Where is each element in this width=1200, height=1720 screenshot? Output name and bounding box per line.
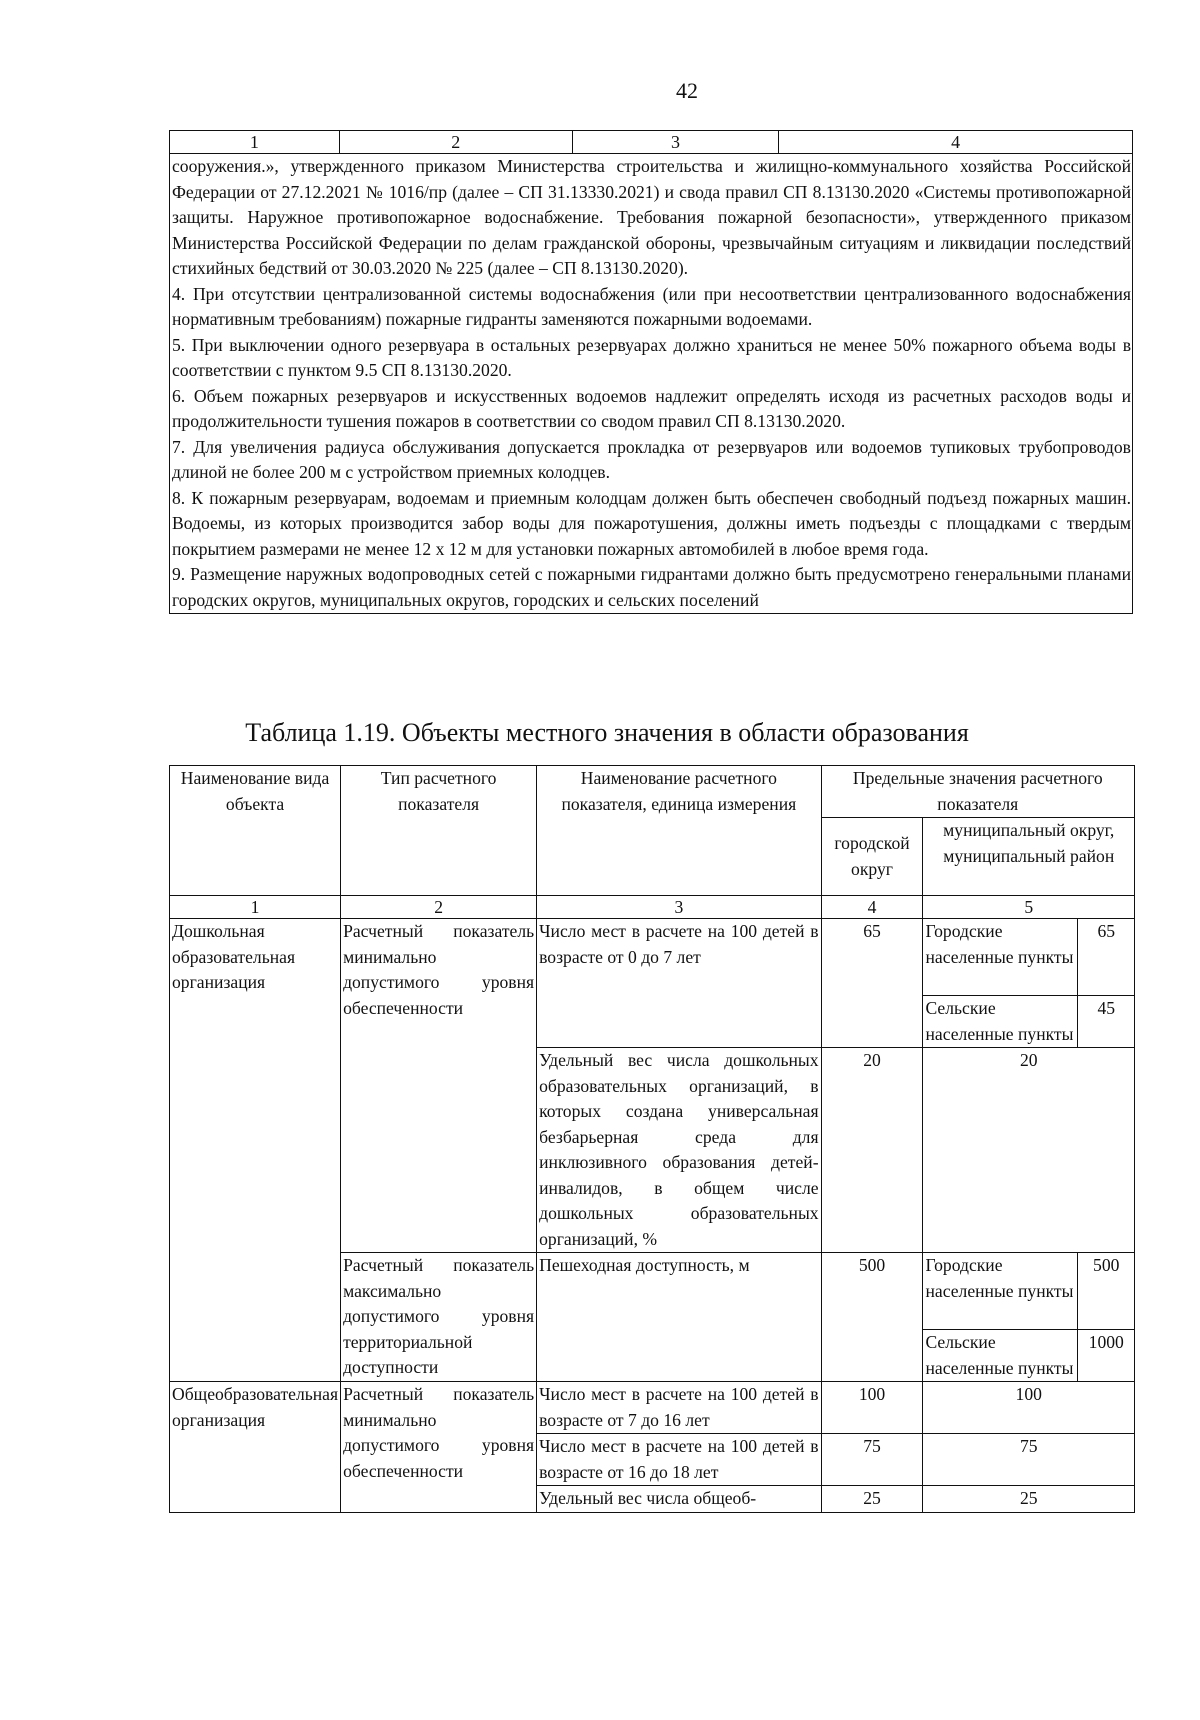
- value-municipal: 20: [923, 1048, 1135, 1253]
- paragraph-continuation: сооружения.», утвержденного приказом Министерства строительства и жилищно-коммунального хозяйства Российской Федерации от 27.12.2021 № 1016/пр (далее – СП 31.13330.2021) и свода правил СП 8.13130.2020 «Системы противопожарной защиты. Наружное противопожарное водоснабжение. Требования пожарной безопасности», утвержденного приказом Министерства Российской Федерации по делам гражданской обороны, чрезвычайным ситуациям и ликвидации последствий стихийных бедствий от 30.03.2020 № 225 (далее – СП 8.13130.2020).: [172, 156, 1131, 278]
- paragraph-cell: [170, 333, 1133, 384]
- fire-requirements-table: [169, 130, 1133, 614]
- settlement-urban: Городские населенные пункты: [923, 919, 1078, 996]
- indicator-type-max: Расчетный показатель максимально допустимого уровня территориальной доступности: [341, 1253, 537, 1382]
- col-number-2: 2: [339, 131, 572, 154]
- settlement-rural: Сельские населенные пункты: [923, 1330, 1078, 1382]
- value-rural: 1000: [1078, 1330, 1134, 1382]
- value-municipal: [923, 1253, 1135, 1382]
- settlement-urban: Городские населенные пункты: [923, 1253, 1078, 1330]
- header-municipal-district: муниципальный округ, муниципальный район: [923, 818, 1135, 896]
- col-number-4: 4: [779, 131, 1133, 154]
- header-limit-values: Предельные значения расчетного показателя: [821, 766, 1134, 818]
- paragraph-item-6: 6. Объем пожарных резервуаров и искусственных водоемов надлежит определять исходя из расчетных расходов воды и продолжительности тушения пожаров в соответствии со сводом правил СП 8.13130.2020.: [172, 385, 1131, 431]
- paragraph-item-9: 9. Размещение наружных водопроводных сетей с пожарными гидрантами должно быть предусмотрено генеральными планами городских округов, муниципальных округов, городских и сельских поселений: [172, 564, 1131, 610]
- indicator-name: Удельный вес числа общеоб-: [537, 1486, 821, 1513]
- value-city: 75: [821, 1434, 923, 1486]
- paragraph-item-5: 5. При выключении одного резервуара в остальных резервуарах должно храниться не менее 50% пожарного объема воды в соответствии с пунктом 9.5 СП 8.13130.2020.: [172, 334, 1131, 380]
- table-row: [170, 919, 1135, 1048]
- paragraph-cell: [170, 154, 1133, 282]
- indicator-name: Число мест в расчете на 100 детей в возрасте от 0 до 7 лет: [537, 919, 821, 1048]
- indicator-name: Число мест в расчете на 100 детей в возрасте от 7 до 16 лет: [537, 1382, 821, 1434]
- header-object-type: Наименование вида объекта: [170, 766, 341, 896]
- column-number-row: [170, 131, 1133, 154]
- indicator-name: Удельный вес числа дошкольных образовательных организаций, в которых создана универсальная безбарьерная среда для инклюзивного образования детей-инвалидов, в общем числе дошкольных образовательных организаций, %: [537, 1048, 821, 1253]
- indicator-name: Пешеходная доступность, м: [537, 1253, 821, 1382]
- col-number-1: 1: [170, 896, 341, 919]
- value-municipal: [923, 919, 1135, 1048]
- table-row: [170, 1382, 1135, 1434]
- table-caption: Таблица 1.19. Объекты местного значения в области образования: [245, 718, 969, 747]
- header-city-district: городской округ: [821, 818, 923, 896]
- paragraph-cell: [170, 562, 1133, 614]
- col-number-4: 4: [821, 896, 923, 919]
- indicator-name: Число мест в расчете на 100 детей в возрасте от 16 до 18 лет: [537, 1434, 821, 1486]
- object-general-education: Общеобразовательная организация: [170, 1382, 341, 1513]
- col-number-3: 3: [572, 131, 779, 154]
- col-number-2: 2: [341, 896, 537, 919]
- education-objects-table: [169, 765, 1135, 1513]
- value-rural: 45: [1078, 996, 1134, 1048]
- settlement-rural: Сельские населенные пункты: [923, 996, 1078, 1048]
- col-number-5: 5: [923, 896, 1135, 919]
- indicator-type-min: Расчетный показатель минимально допустимого уровня обеспеченности: [341, 1382, 537, 1513]
- settlement-subtable: [923, 919, 1134, 1047]
- value-urban: 500: [1093, 1255, 1120, 1275]
- col-number-3: 3: [537, 896, 821, 919]
- header-indicator-name: Наименование расчетного показателя, единица измерения: [537, 766, 821, 896]
- indicator-type-min: Расчетный показатель минимально допустимого уровня обеспеченности: [341, 919, 537, 1253]
- value-city: 500: [821, 1253, 923, 1382]
- column-number-row: [170, 896, 1135, 919]
- value-city: 20: [821, 1048, 923, 1253]
- value-municipal: 75: [923, 1434, 1135, 1486]
- object-preschool: Дошкольная образовательная организация: [170, 919, 341, 1382]
- col-number-1: 1: [170, 131, 340, 154]
- paragraph-cell: [170, 282, 1133, 333]
- paragraph-cell: [170, 384, 1133, 435]
- value-city: 65: [821, 919, 923, 1048]
- value-city: 100: [821, 1382, 923, 1434]
- paragraph-item-7: 7. Для увеличения радиуса обслуживания допускается прокладка от резервуаров или водоемов тупиковых трубопроводов длиной не более 200 м с устройством приемных колодцев.: [172, 436, 1131, 482]
- value-city: 25: [821, 1486, 923, 1513]
- settlement-subtable: [923, 1253, 1134, 1381]
- value-municipal: 100: [923, 1382, 1135, 1434]
- paragraph-cell: [170, 486, 1133, 563]
- page-number: 42: [676, 78, 698, 103]
- paragraph-item-4: 4. При отсутствии централизованной системы водоснабжения (или при несоответствии централизованного водоснабжения нормативным требованиям) пожарные гидранты заменяются пожарными водоемами.: [172, 283, 1131, 329]
- value-municipal: 25: [923, 1486, 1135, 1513]
- paragraph-cell: [170, 435, 1133, 486]
- paragraph-item-8: 8. К пожарным резервуарам, водоемам и приемным колодцам должен быть обеспечен свободный подъезд пожарных машин. Водоемы, из которых производится забор воды для пожаротушения, должны иметь подъезды с площадками с твердым покрытием размерами не менее 12 х 12 м для установки пожарных автомобилей в любое время года.: [172, 487, 1131, 559]
- value-urban: 65: [1097, 921, 1116, 941]
- header-indicator-type: Тип расчетного показателя: [341, 766, 537, 896]
